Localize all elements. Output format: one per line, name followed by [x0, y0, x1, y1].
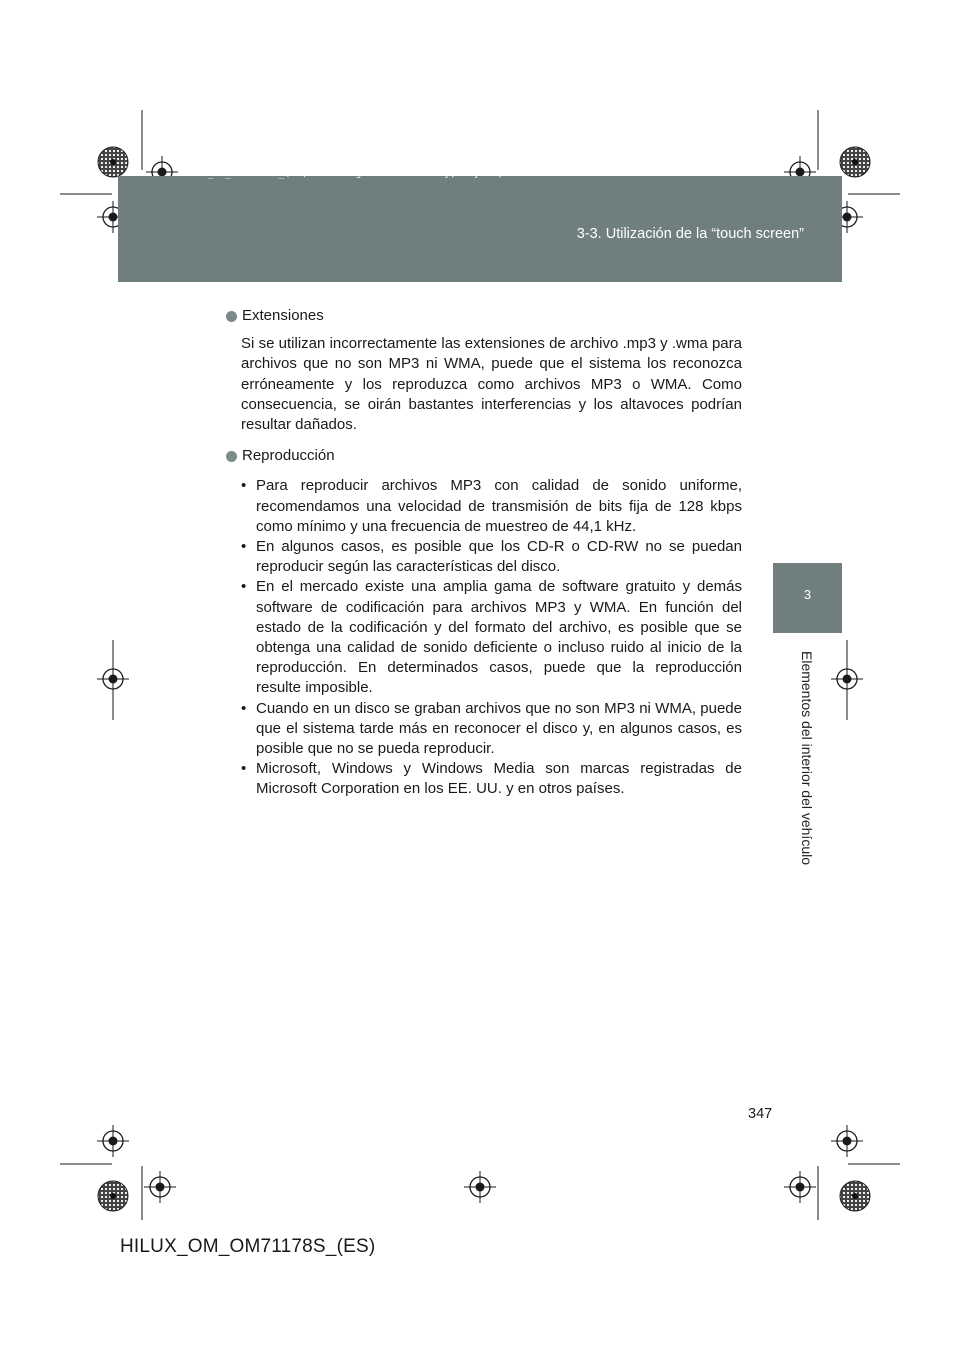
chapter-tab: [773, 563, 842, 633]
list-item: • Cuando en un disco se graban archivos que no son MP3 ni WMA, puede que el sistema tarde más en reconocer el disco y, en algunos casos, es posible que no se pueda reproducir.: [241, 699, 742, 760]
header-band: [118, 176, 842, 282]
bullet-list: [241, 476, 742, 799]
bullet-dot-icon: [226, 451, 237, 462]
print-meta-line: HILUX_OM_OM71178S_(ES).book Page 347 Wednesday, May 16, 2012 3:09 PM: [178, 168, 581, 179]
chapter-label: [797, 652, 817, 864]
list-item: • En el mercado existe una amplia gama de software gratuito y demás software de codificación para archivos MP3 y WMA. En función del estado de la codificación y del formato del archivo, es posible que se obtenga una calidad de sonido deficiente o incluso ruido al inicio de la reproducción. En determinados casos, puede que la reproducción resulte imposible.: [241, 577, 742, 698]
section-heading-text: Extensiones: [242, 307, 324, 324]
bullet-dot-icon: [226, 311, 237, 322]
section-heading-extensiones: [226, 306, 742, 326]
section-paragraph: Si se utilizan incorrectamente las extensiones de archivo .mp3 y .wma para archivos que no son MP3 ni WMA, puede que el sistema los reconozca erróneamente y los reproduzca como archivos MP3 o WMA. Como consecuencia, se oirán bastantes interferencias y los altavoces podrían resultar dañados.: [241, 335, 742, 434]
section-heading-reproduccion: [226, 446, 742, 466]
document-code: HILUX_OM_OM71178S_(ES): [120, 1236, 376, 1257]
list-item: • En algunos casos, es posible que los CD-R o CD-RW no se puedan reproducir según las características del disco.: [241, 537, 742, 577]
page-number: 347: [748, 1106, 773, 1122]
list-item: • Microsoft, Windows y Windows Media son marcas registradas de Microsoft Corporation en los EE. UU. y en otros países.: [241, 759, 742, 799]
page-content: [226, 306, 742, 800]
list-item: • Para reproducir archivos MP3 con calidad de sonido uniforme, recomendamos una velocidad de transmisión de bits fija de 128 kbps como mínimo y una frecuencia de muestreo de 44,1 kHz.: [241, 476, 742, 537]
section-title: 3-3. Utilización de la “touch screen”: [576, 226, 804, 242]
chapter-number: 3: [803, 587, 812, 602]
section-heading-text: Reproducción: [242, 447, 335, 465]
chapter-label-text: Elementos del interior del vehículo: [799, 650, 815, 866]
